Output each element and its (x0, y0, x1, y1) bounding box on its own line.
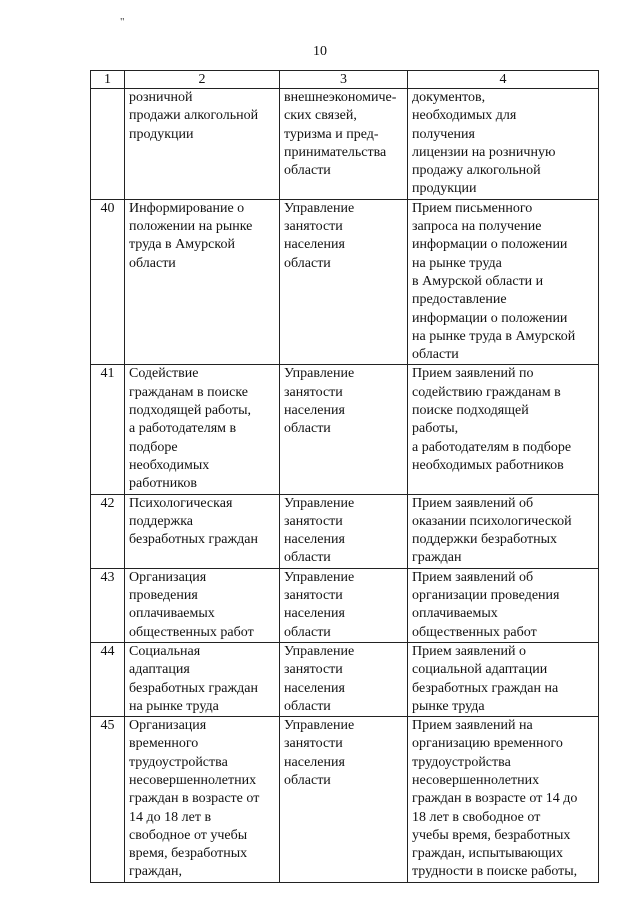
row-number: 42 (91, 494, 125, 568)
service-name: Информирование о положении на рынке труда в Амурской области (125, 199, 280, 365)
service-name: розничной продажи алкогольной продукции (125, 89, 280, 200)
authority-name: внешнеэкономиче- ских связей, туризма и пред- принимательства области (280, 89, 408, 200)
table-row (91, 717, 599, 883)
authority-name: Управление занятости населения области (280, 642, 408, 716)
row-number: 40 (91, 199, 125, 365)
row-number: 44 (91, 642, 125, 716)
header-cell-4: 4 (408, 71, 599, 89)
table-row (91, 568, 599, 642)
table-row (91, 89, 599, 200)
authority-name: Управление занятости населения области (280, 494, 408, 568)
procedure-text: Прием заявлений на организацию временного трудоустройства несовершеннолетних граждан в возрасте от 14 до 18 лет в свободное от учебы время, безработных граждан, испытывающих трудности в поиске работы, (408, 717, 599, 883)
service-name: Организация проведения оплачиваемых общественных работ (125, 568, 280, 642)
table-row (91, 199, 599, 365)
service-name: Организация временного трудоустройства несовершеннолетних граждан в возрасте от 14 до 18 лет в свободное от учебы время, безработных граждан, (125, 717, 280, 883)
authority-name: Управление занятости населения области (280, 199, 408, 365)
row-number: 41 (91, 365, 125, 494)
page-number: 10 (313, 44, 327, 59)
header-cell-2: 2 (125, 71, 280, 89)
table-row (91, 494, 599, 568)
scan-mark: " (120, 16, 125, 28)
table-header-row (91, 71, 599, 89)
authority-name: Управление занятости населения области (280, 568, 408, 642)
header-cell-3: 3 (280, 71, 408, 89)
row-number: 45 (91, 717, 125, 883)
row-number (91, 89, 125, 200)
authority-name: Управление занятости населения области (280, 717, 408, 883)
procedure-text: Прием заявлений о социальной адаптации безработных граждан на рынке труда (408, 642, 599, 716)
procedure-text: Прием заявлений об оказании психологической поддержки безработных граждан (408, 494, 599, 568)
service-name: Психологическая поддержка безработных граждан (125, 494, 280, 568)
table-row (91, 365, 599, 494)
procedure-text: Прием заявлений по содействию гражданам в поиске подходящей работы, а работодателям в подборе необходимых работников (408, 365, 599, 494)
procedure-text: Прием заявлений об организации проведения оплачиваемых общественных работ (408, 568, 599, 642)
service-name: Социальная адаптация безработных граждан на рынке труда (125, 642, 280, 716)
services-table (90, 70, 599, 883)
service-name: Содействие гражданам в поиске подходящей работы, а работодателям в подборе необходимых работников (125, 365, 280, 494)
authority-name: Управление занятости населения области (280, 365, 408, 494)
procedure-text: документов, необходимых для получения лицензии на розничную продажу алкогольной продукции (408, 89, 599, 200)
table-row (91, 642, 599, 716)
row-number: 43 (91, 568, 125, 642)
procedure-text: Прием письменного запроса на получение информации о положении на рынке труда в Амурской области и предоставление информации о положении на рынке труда в Амурской области (408, 199, 599, 365)
header-cell-1: 1 (91, 71, 125, 89)
